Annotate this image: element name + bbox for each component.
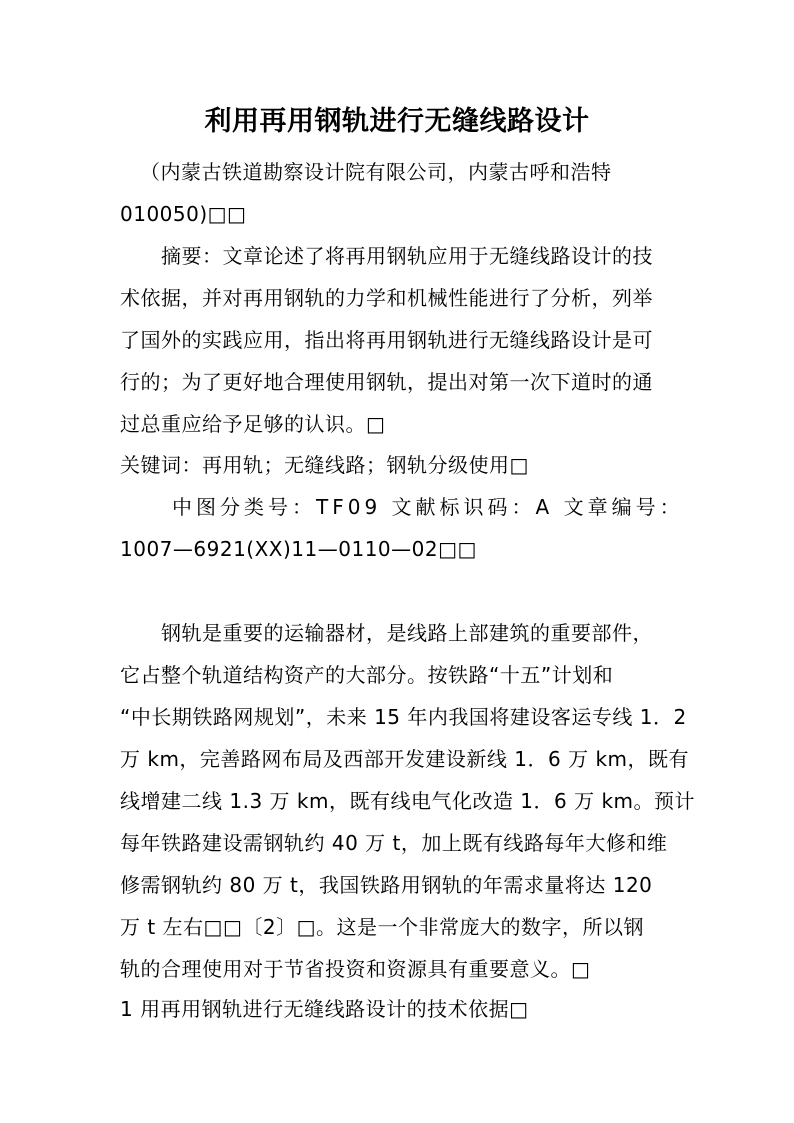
affiliation-line: （内蒙古铁道勘察设计院有限公司，内蒙古呼和浩特 <box>140 160 612 184</box>
body-line: 它占整个轨道结构资产的大部分。按铁路“十五”计划和 <box>120 663 614 687</box>
body-line: 修需钢轨约 80 万 t，我国铁路用钢轨的年需求量将达 120 <box>120 873 653 897</box>
classification-line: 1007—6921(XX)11—0110—02□□ <box>120 537 477 561</box>
classification-line: 中图分类号：TF09 文献标识码：A 文章编号： <box>172 495 684 519</box>
keywords-line: 关键词：再用轨；无缝线路；钢轨分级使用□ <box>120 453 529 477</box>
abstract-line: 术依据，并对再用钢轨的力学和机械性能进行了分析，列举 <box>120 286 653 310</box>
body-line: 万 t 左右□□〔2〕□。这是一个非常庞大的数字，所以钢 <box>120 915 644 939</box>
abstract-line: 过总重应给予足够的认识。□ <box>120 412 386 436</box>
abstract-line: 摘要：文章论述了将再用钢轨应用于无缝线路设计的技 <box>161 244 653 268</box>
section-heading: 1 用再用钢轨进行无缝线路设计的技术依据□ <box>120 997 529 1021</box>
document-title: 利用再用钢轨进行无缝线路设计 <box>204 106 590 137</box>
abstract-line: 行的；为了更好地合理使用钢轨，提出对第一次下道时的通 <box>120 370 653 394</box>
body-line: 钢轨是重要的运输器材，是线路上部建筑的重要部件， <box>161 621 653 645</box>
body-line: “中长期铁路网规划”，未来 15 年内我国将建设客运专线 1．2 <box>120 705 687 729</box>
body-line: 万 km，完善路网布局及西部开发建设新线 1．6 万 km，既有 <box>120 747 690 771</box>
body-line: 线增建二线 1.3 万 km，既有线电气化改造 1．6 万 km。预计 <box>120 789 696 813</box>
body-line: 轨的合理使用对于节省投资和资源具有重要意义。□ <box>120 957 591 981</box>
abstract-line: 了国外的实践应用，指出将再用钢轨进行无缝线路设计是可 <box>120 328 653 352</box>
affiliation-line: 010050)□□ <box>120 202 247 226</box>
body-line: 每年铁路建设需钢轨约 40 万 t，加上既有线路每年大修和维 <box>120 831 668 855</box>
